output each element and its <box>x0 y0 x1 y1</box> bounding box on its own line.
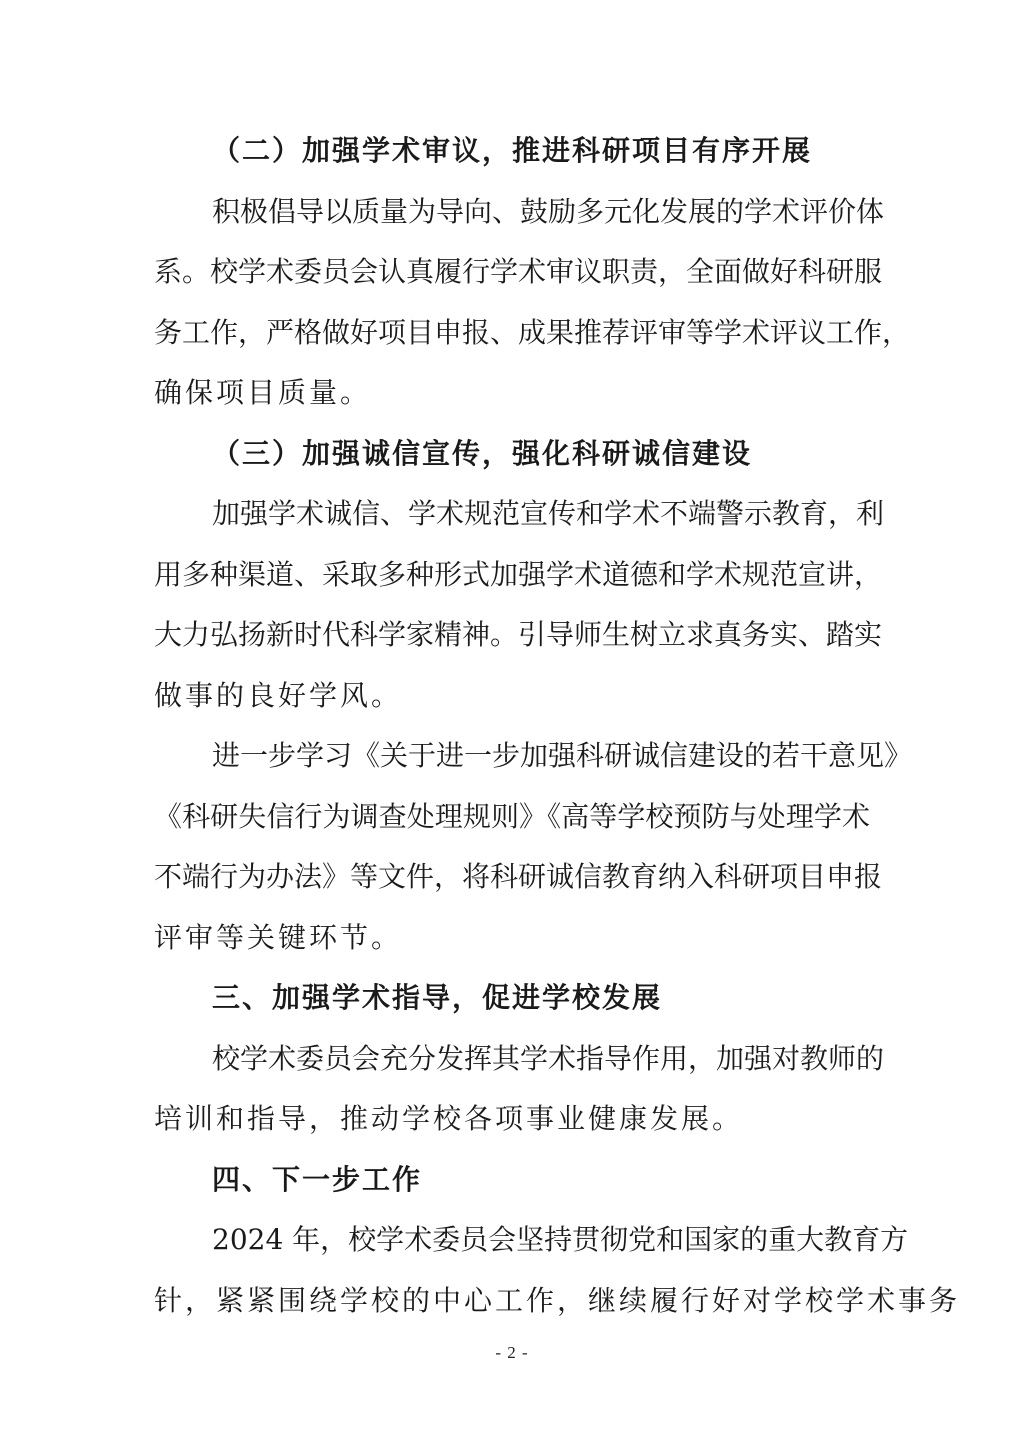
section-heading-text: 三、加强学术指导，促进学校发展 <box>212 981 663 1014</box>
paragraph-line: 针，紧紧围绕学校的中心工作，继续履行好对学校学术事务 <box>154 1283 961 1317</box>
section-heading <box>154 1150 870 1211</box>
paragraph-line: 2024 年，校学术委员会坚持贯彻党和国家的重大教育方 <box>212 1223 909 1256</box>
section-subheading-text: （二）加强学术审议，推进科研项目有序开展 <box>212 134 813 167</box>
section-heading-text: 四、下一步工作 <box>212 1162 423 1196</box>
paragraph <box>154 182 911 424</box>
paragraph-line: 不端行为办法》等文件，将科研诚信教育纳入科研项目申报 <box>154 860 883 893</box>
document-body <box>154 121 961 1331</box>
paragraph-line: 评审等关键环节。 <box>154 920 403 954</box>
paragraph-line: 大力弘扬新时代科学家精神。引导师生树立求真务实、踏实 <box>154 618 883 651</box>
section-subheading <box>154 121 870 182</box>
paragraph-line: 用多种渠道、采取多种形式加强学术道德和学术规范宣讲， <box>154 557 883 591</box>
paragraph-line: 做事的良好学风。 <box>154 678 403 712</box>
paragraph-line: 积极倡导以质量为导向、鼓励多元化发展的学术评价体 <box>212 194 885 228</box>
paragraph-line: 系。校学术委员会认真履行学术审议职责，全面做好科研服 <box>154 255 883 288</box>
paragraph-line: 确保项目质量。 <box>154 376 372 409</box>
section-heading <box>154 968 870 1029</box>
paragraph-line: 进一步学习《关于进一步加强科研诚信建设的若干意见》 <box>212 739 913 772</box>
paragraph <box>154 1029 885 1150</box>
page-number: - 2 - <box>495 1343 529 1362</box>
paragraph-line: 校学术委员会充分发挥其学术指导作用，加强对教师的 <box>212 1041 885 1075</box>
paragraph-line: 加强学术诚信、学术规范宣传和学术不端警示教育，利 <box>212 497 885 530</box>
section-subheading-text: （三）加强诚信宣传，强化科研诚信建设 <box>212 436 753 470</box>
section-subheading <box>154 424 870 485</box>
paragraph-line: 培训和指导，推动学校各项事业健康发展。 <box>154 1102 744 1135</box>
paragraph <box>154 726 913 968</box>
paragraph-line: 务工作，严格做好项目申报、成果推荐评审等学术评议工作， <box>154 315 911 349</box>
paragraph <box>154 484 885 726</box>
paragraph-line: 《科研失信行为调查处理规则》《高等学校预防与处理学术 <box>154 799 870 833</box>
paragraph <box>154 1210 961 1331</box>
